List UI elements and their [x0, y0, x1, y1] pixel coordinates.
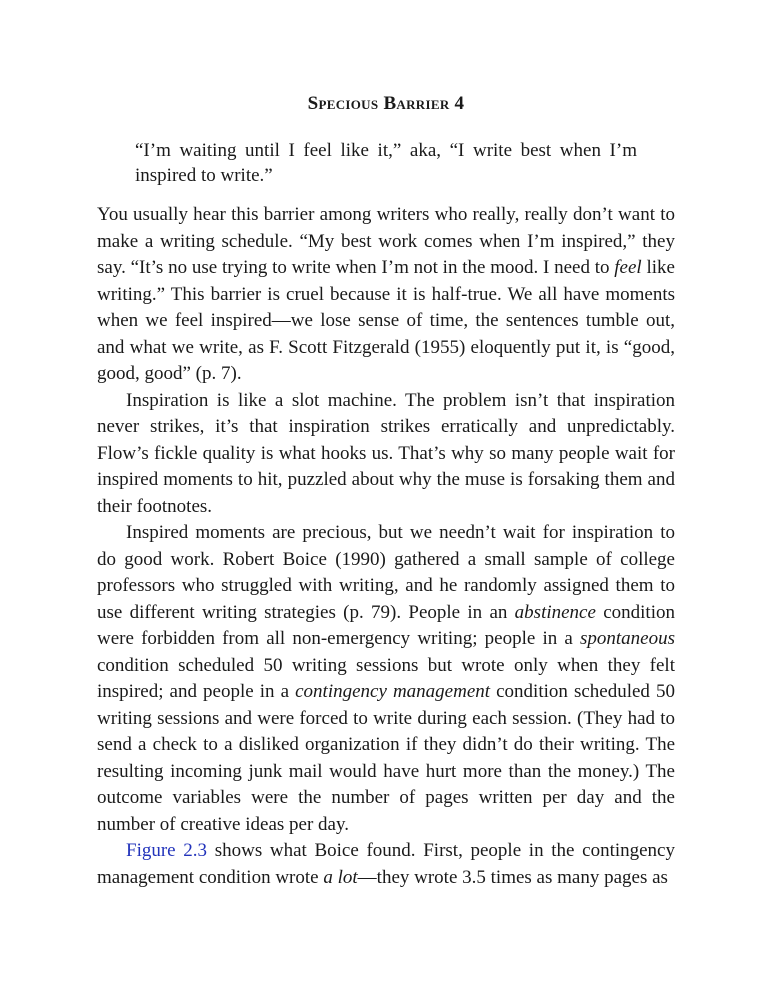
paragraph-4-emphasis-a-lot: a lot: [323, 866, 358, 888]
epigraph-quote: “I’m waiting until I feel like it,” aka, “I write best when I’m inspired to write.”: [135, 140, 637, 186]
paragraph-4-text-b: —they wrote 3.5 times as many pages as: [357, 866, 668, 888]
paragraph-3-text-b: condition were forbidden from all non-emergency writing; people in a: [97, 601, 675, 649]
paragraph-3-text-a: Inspired moments are precious, but we needn’t wait for inspiration to do good work. Robert Boice (1990) gathered a small sample of college professors who struggled with writing, and he randomly assigned them to use different writing strategies (p. 79). People in an: [97, 522, 675, 623]
paragraph-2: Inspiration is like a slot machine. The problem isn’t that inspiration never strikes, it’s that inspiration strikes erratically and unpredictably. Flow’s fickle quality is what hooks us. That’s why so many people wait for inspired moments to hit, puzzled about why the muse is forsaking them and their footnotes.: [97, 389, 675, 517]
paragraph-3-emphasis-contingency: contingency management: [295, 681, 491, 702]
figure-reference-link[interactable]: Figure 2.3: [126, 840, 208, 861]
paragraph-3: [97, 520, 675, 838]
section-heading: Specious Barrier 4: [307, 93, 465, 114]
paragraph-1: [97, 202, 675, 388]
paragraph-4: [97, 838, 675, 891]
paragraph-1-emphasis-feel: feel: [614, 257, 642, 278]
paragraph-1-text-a: You usually hear this barrier among writers who really, really don’t want to make a writing schedule. “My best work comes when I’m inspired,” they say. “It’s no use trying to write when I’m not in the mood. I need to: [97, 204, 675, 278]
paragraph-4-text-a: shows what Boice found. First, people in the contingency management condition wrote: [97, 840, 675, 888]
paragraph-1-text-b: like writing.” This barrier is cruel because it is half-true. We all have moments when we feel inspired—we lose sense of time, the sentences tumble out, and what we write, as F. Scott Fitzgerald (1955) eloquently put it, is “good, good, good” (p. 7).: [97, 257, 675, 384]
paragraph-3-emphasis-spontaneous: spontaneous: [580, 628, 675, 649]
paragraph-3-text-c: condition scheduled 50 writing sessions but wrote only when they felt inspired; and people in a: [97, 654, 675, 702]
paragraph-3-text-d: condition scheduled 50 writing sessions and were forced to write during each session. (They had to send a check to a disliked organization if they didn’t do their writing. The resulting incoming junk mail would have hurt more than the money.) The outcome variables were the number of pages written per day and the number of creative ideas per day.: [97, 681, 675, 835]
paragraph-3-emphasis-abstinence: abstinence: [514, 601, 596, 623]
page-body: [97, 90, 675, 891]
